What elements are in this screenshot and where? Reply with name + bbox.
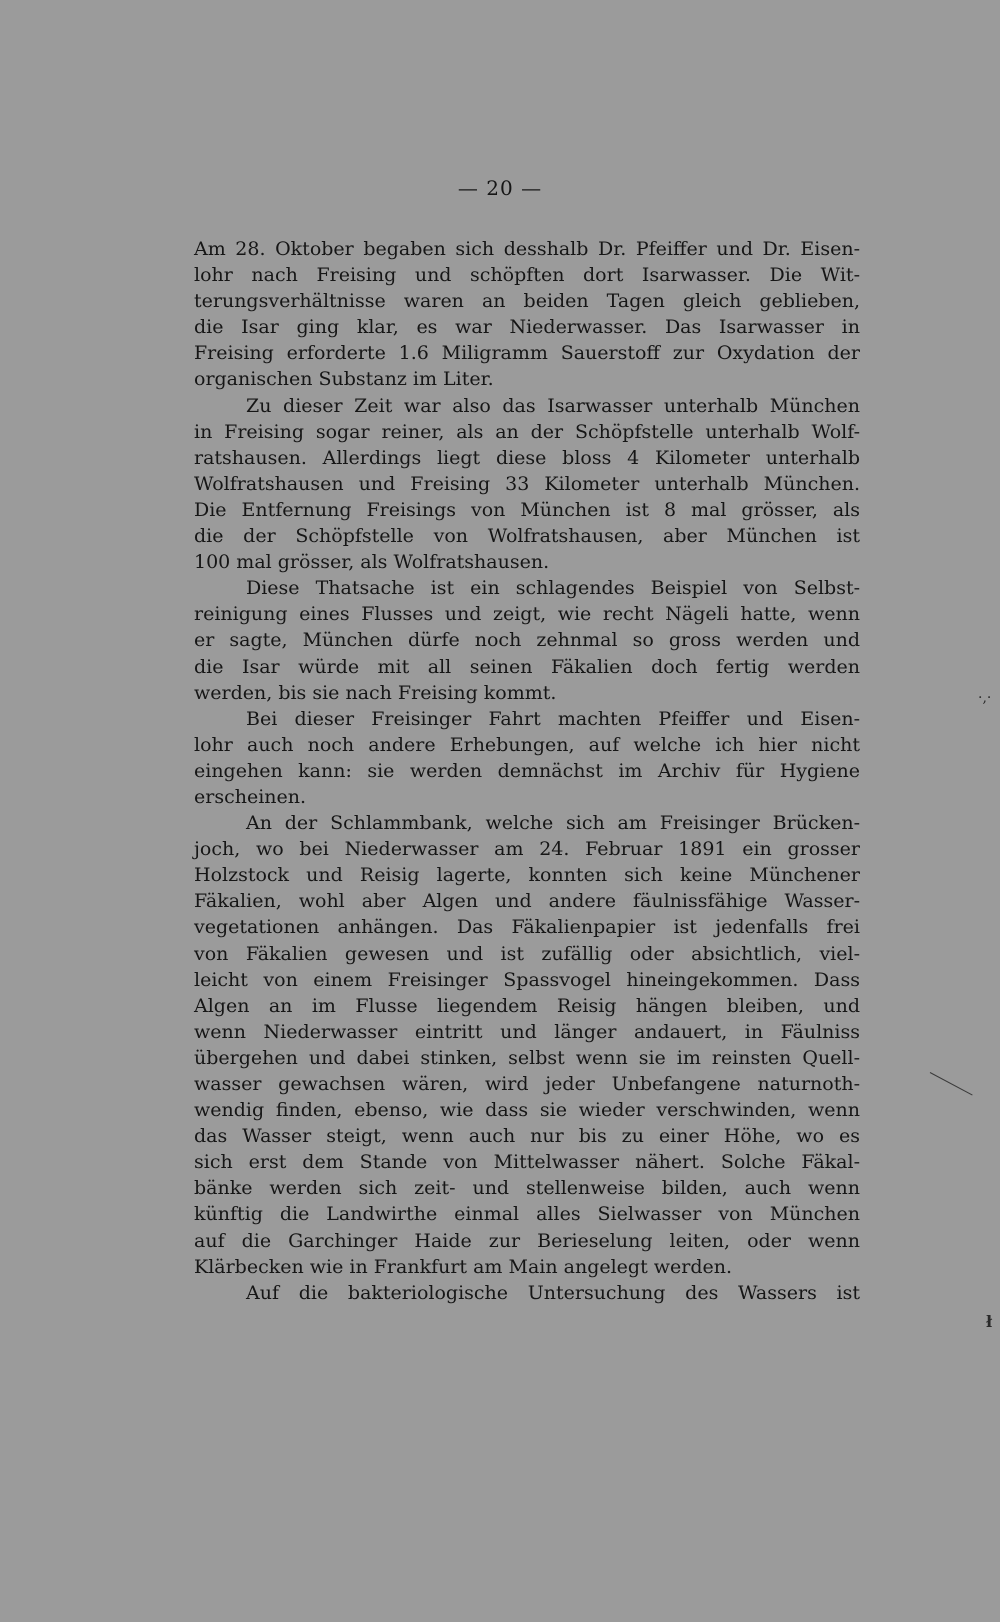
text-line: terungsverhältnisse waren an beiden Tagen gleich geblieben, bbox=[194, 290, 860, 313]
margin-speck: ł bbox=[986, 1312, 993, 1331]
text-line: Zu dieser Zeit war also das Isarwasser unterhalb München bbox=[246, 394, 860, 417]
text-line: wenn Niederwasser eintritt und länger andauert, in Fäulniss bbox=[194, 1020, 860, 1043]
text-line: erscheinen. bbox=[194, 785, 307, 808]
text-line: wasser gewachsen wären, wird jeder Unbefangene naturnoth- bbox=[194, 1073, 860, 1095]
text-line: die Isar ging klar, es war Niederwasser. Das Isarwasser in bbox=[194, 316, 860, 339]
text-line: von Fäkalien gewesen und ist zufällig oder absichtlich, viel- bbox=[194, 942, 860, 965]
text-line: Algen an im Flusse liegendem Reisig hängen bleiben, und bbox=[194, 994, 860, 1017]
text-line: An der Schlammbank, welche sich am Freisinger Brücken- bbox=[246, 812, 860, 835]
paragraph bbox=[194, 393, 860, 576]
text-line: in Freising sogar reiner, als an der Schöpfstelle unterhalb Wolf- bbox=[194, 420, 860, 443]
text-line: Auf die bakteriologische Untersuchung des Wassers ist bbox=[246, 1281, 860, 1304]
paragraph bbox=[194, 236, 860, 393]
paragraph bbox=[194, 706, 860, 810]
text-line: leicht von einem Freisinger Spassvogel hineingekommen. Dass bbox=[194, 968, 860, 991]
text-line: ratshausen. Allerdings liegt diese bloss 4 Kilometer unterhalb bbox=[194, 446, 860, 469]
text-line: organischen Substanz im Liter. bbox=[194, 368, 494, 391]
text-line: Diese Thatsache ist ein schlagendes Beispiel von Selbst- bbox=[246, 577, 860, 600]
text-line: eingehen kann: sie werden demnächst im Archiv für Hygiene bbox=[194, 759, 860, 782]
text-line: Holzstock und Reisig lagerte, konnten sich keine Münchener bbox=[194, 864, 860, 887]
text-line: lohr nach Freising und schöpften dort Isarwasser. Die Wit- bbox=[194, 264, 860, 287]
text-line: auf die Garchinger Haide zur Berieselung leiten, oder wenn bbox=[194, 1229, 860, 1252]
paragraph bbox=[194, 1280, 860, 1306]
text-line: vegetationen anhängen. Das Fäkalienpapier ist jedenfalls frei bbox=[194, 916, 860, 939]
text-line: übergehen und dabei stinken, selbst wenn sie im reinsten Quell- bbox=[194, 1046, 860, 1069]
text-line: die der Schöpfstelle von Wolfratshausen, aber München ist bbox=[194, 525, 860, 548]
page-number: — 20 — bbox=[457, 176, 543, 200]
text-line: lohr auch noch andere Erhebungen, auf welche ich hier nicht bbox=[194, 733, 860, 756]
body-text bbox=[194, 236, 860, 1306]
text-line: Bei dieser Freisinger Fahrt machten Pfeiffer und Eisen- bbox=[246, 707, 860, 730]
margin-stroke bbox=[930, 1072, 973, 1095]
text-line: bänke werden sich zeit- und stellenweise bilden, auch wenn bbox=[194, 1177, 860, 1200]
text-line: das Wasser steigt, wenn auch nur bis zu einer Höhe, wo es bbox=[194, 1125, 860, 1148]
text-line: Klärbecken wie in Frankfurt am Main angelegt werden. bbox=[194, 1255, 733, 1278]
text-line: Wolfratshausen und Freising 33 Kilometer unterhalb München. bbox=[194, 472, 860, 495]
text-line: joch, wo bei Niederwasser am 24. Februar 1891 ein grosser bbox=[194, 838, 860, 861]
text-line: die Isar würde mit all seinen Fäkalien doch fertig werden bbox=[194, 655, 860, 678]
paragraph bbox=[194, 810, 860, 1280]
text-line: Fäkalien, wohl aber Algen und andere fäulnissfähige Wasser- bbox=[194, 890, 860, 913]
text-line: Freising erforderte 1.6 Miligramm Sauerstoff zur Oxydation der bbox=[194, 342, 860, 365]
text-line: Die Entfernung Freisings von München ist 8 mal grösser, als bbox=[194, 498, 860, 521]
text-line: 100 mal grösser, als Wolfratshausen. bbox=[194, 551, 550, 574]
margin-speck: ·,· bbox=[978, 690, 992, 706]
text-line: künftig die Landwirthe einmal alles Sielwasser von München bbox=[194, 1203, 860, 1226]
text-line: sich erst dem Stande von Mittelwasser nähert. Solche Fäkal- bbox=[194, 1151, 860, 1174]
text-line: wendig finden, ebenso, wie dass sie wieder verschwinden, wenn bbox=[194, 1099, 860, 1122]
text-line: Am 28. Oktober begaben sich desshalb Dr. Pfeiffer und Dr. Eisen- bbox=[194, 238, 860, 260]
text-line: er sagte, München dürfe noch zehnmal so gross werden und bbox=[194, 629, 860, 652]
text-line: reinigung eines Flusses und zeigt, wie recht Nägeli hatte, wenn bbox=[194, 603, 860, 626]
paragraph bbox=[194, 575, 860, 705]
text-line: werden, bis sie nach Freising kommt. bbox=[194, 681, 557, 704]
